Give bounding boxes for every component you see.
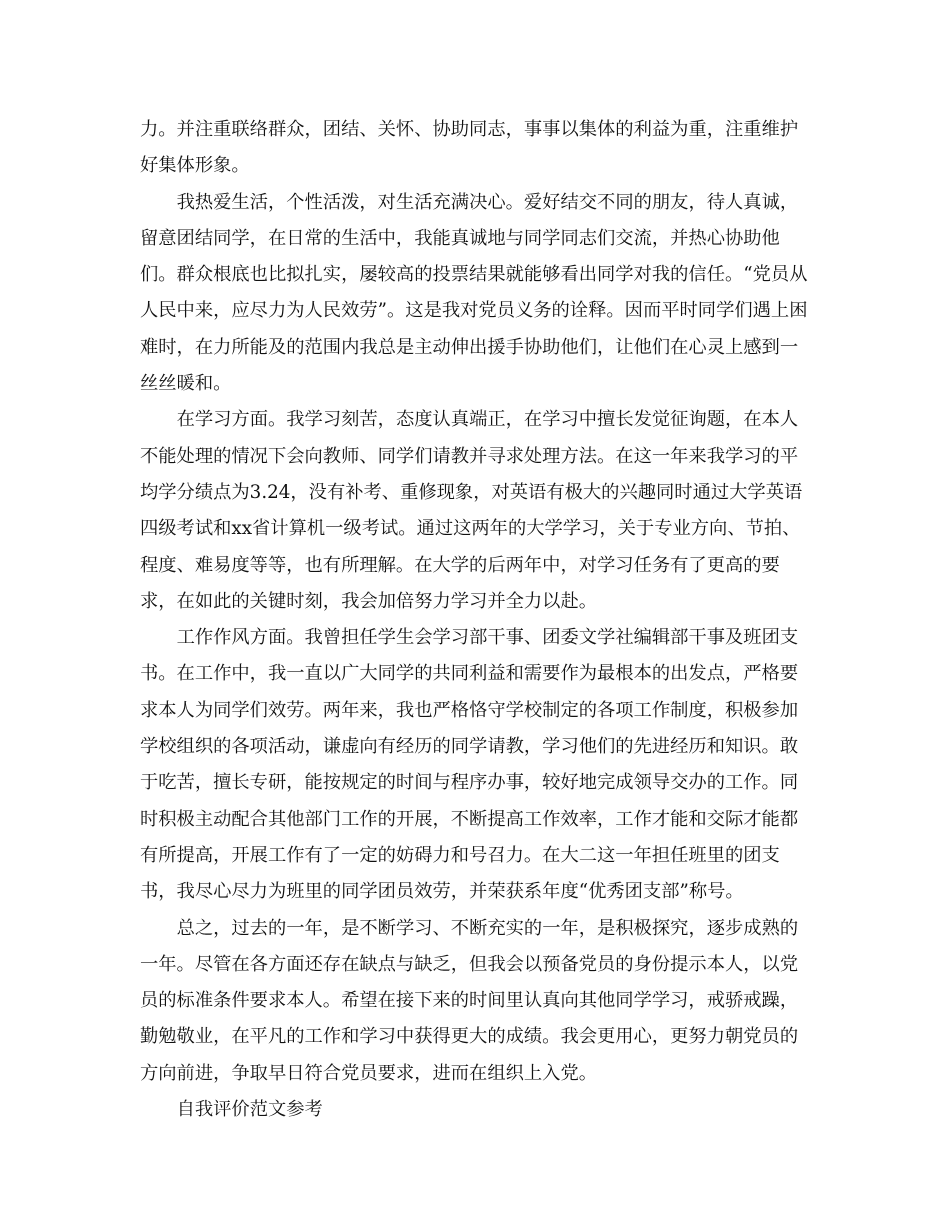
paragraph-reference-heading: 自我评价范文参考 <box>176 1099 323 1121</box>
paragraph-study: 在学习方面。我学习刻苦，态度认真端正，在学习中擅长发觉征询题，在本人不能处理的情况下会向教师、同学们请教并寻求处理方法。在这一年来我学习的平均学分绩点为3.24，没有补考、重修现象，对英语有极大的兴趣同时通过大学英语四级考试和xx省计算机一级考试。通过这两年的大学学习，关于专业方向、节拍、程度、难易度等等，也有所理解。在大学的后两年中，对学习任务有了更高的要求，在如此的关键时刻，我会加倍努力学习并全力以赴。 <box>140 409 803 612</box>
paragraph-summary: 总之，过去的一年，是不断学习、不断充实的一年，是积极探究，逐步成熟的一年。尽管在各方面还存在缺点与缺乏，但我会以预备党员的身份提示本人，以党员的标准条件要求本人。希望在接下来的时间里认真向其他同学学习，戒骄戒躁，勤勉敬业，在平凡的工作和学习中获得更大的成绩。我会更用心，更努力朝党员的方向前进，争取早日符合党员要求，进而在组织上入党。 <box>140 917 799 1084</box>
paragraph-work-style: 工作作风方面。我曾担任学生会学习部干事、团委文学社编辑部干事及班团支书。在工作中，我一直以广大同学的共同利益和需要作为最根本的出发点，严格要求本人为同学们效劳。两年来，我也严格恪守学校制定的各项工作制度，积极参加学校组织的各项活动，谦虚向有经历的同学请教，学习他们的先进经历和知识。敢于吃苦，擅长专研，能按规定的时间与程序办事，较好地完成领导交办的工作。同时积极主动配合其他部门工作的开展，不断提高工作效率，工作才能和交际才能都有所提高，开展工作有了一定的妨碍力和号召力。在大二这一年担任班里的团支书，我尽心尽力为班里的同学团员效劳，并荣获系年度“优秀团支部”称号。 <box>140 627 799 903</box>
paragraph-continued: 力。并注重联络群众，团结、关怀、协助同志，事事以集体的利益为重，注重维护好集体形象。 <box>140 119 799 177</box>
paragraph-personality: 我热爱生活，个性活泼，对生活充满决心。爱好结交不同的朋友，待人真诚，留意团结同学，在日常的生活中，我能真诚地与同学同志们交流，并热心协助他们。群众根底也比拟扎实，屡较高的投票结果就能够看出同学对我的信任。“党员从人民中来，应尽力为人民效劳”。这是我对党员义务的诠释。因而平时同学们遇上困难时，在力所能及的范围内我总是主动伸出援手协助他们，让他们在心灵上感到一丝丝暖和。 <box>140 191 808 395</box>
document-body <box>140 112 812 1128</box>
